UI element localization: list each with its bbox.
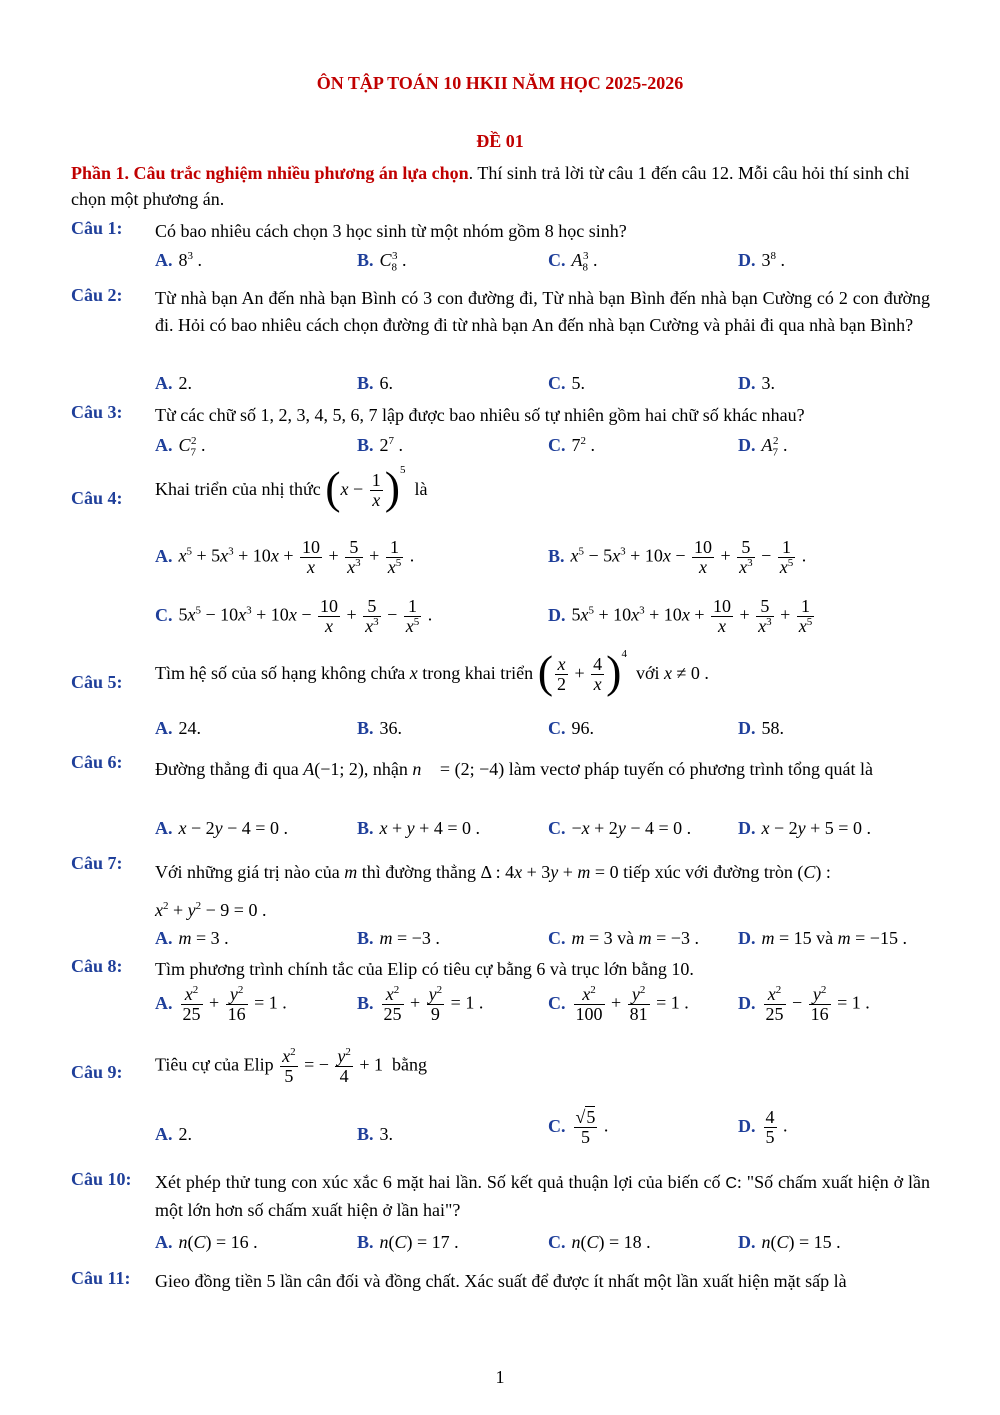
q1-option-c[interactable]: C. $A_8^3$ . bbox=[548, 250, 598, 274]
question-2-label: Câu 2: bbox=[71, 285, 123, 305]
q5-option-b[interactable]: B. 36. bbox=[357, 718, 403, 738]
question-4-text: Khai triển của nhị thức (x − $\frac{1}{x}$ )$^5$ là bbox=[155, 461, 428, 513]
question-3-label: Câu 3: bbox=[71, 402, 123, 422]
q4-option-a[interactable]: A. $x^5 + 5x^3 + 10x$ + $\frac{10}{x}$ + $\frac{5}{x^3}$ + $\frac{1}{x^5}$ . bbox=[155, 537, 415, 577]
part-1-label: Phần 1. Câu trắc nghiệm nhiều phương án lựa chọn bbox=[71, 163, 469, 183]
q10-option-b[interactable]: B. n(C) = 17 . bbox=[357, 1232, 459, 1252]
q4-option-b[interactable]: B. $x^5 - 5x^3 + 10x$ − $\frac{10}{x}$ + $\frac{5}{x^3}$ − $\frac{1}{x^5}$ . bbox=[548, 537, 807, 577]
q7-option-c[interactable]: C. m = 3 và m = −3 . bbox=[548, 928, 699, 948]
question-11-label: Câu 11: bbox=[71, 1268, 131, 1288]
q5-option-a[interactable]: A. 24. bbox=[155, 718, 201, 738]
question-7-label: Câu 7: bbox=[71, 853, 123, 873]
question-2-text: Từ nhà bạn An đến nhà bạn Bình có 3 con đường đi, Từ nhà bạn Bình đến nhà bạn Cường có 2 con đường đi. Hỏi có bao nhiêu cách chọn đường đi từ nhà bạn An đến nhà bạn Cường và phải đi qua nhà bạn Bình? bbox=[155, 288, 930, 335]
q3-option-a[interactable]: A. $C_7^2$ . bbox=[155, 435, 206, 459]
q1-option-a[interactable]: A. $8^3$ . bbox=[155, 250, 202, 270]
question-6-text: Đường thẳng đi qua A(−1; 2), nhận n⃗ = (2; −4) làm vectơ pháp tuyến có phương trình tổng quát là bbox=[155, 759, 873, 779]
q4-option-c[interactable]: C. $5x^5 - 10x^3 + 10x$ − $\frac{10}{x}$ + $\frac{5}{x^3}$ − $\frac{1}{x^5}$ . bbox=[155, 596, 433, 636]
q6-option-c[interactable]: C. −x + 2y − 4 = 0 . bbox=[548, 818, 692, 838]
q2-option-a[interactable]: A. 2. bbox=[155, 373, 192, 393]
q9-option-b[interactable]: B. 3. bbox=[357, 1124, 394, 1144]
q9-option-c[interactable]: C. $\frac{√5}{5}$ . bbox=[548, 1107, 609, 1147]
document-title: ÔN TẬP TOÁN 10 HKII NĂM HỌC 2025-2026 bbox=[316, 73, 684, 93]
q2-option-c[interactable]: C. 5. bbox=[548, 373, 585, 393]
q10-option-d[interactable]: D. n(C) = 15 . bbox=[738, 1232, 841, 1252]
q1-option-d[interactable]: D. $3^8$ . bbox=[738, 250, 785, 270]
q7-option-a[interactable]: A. m = 3 . bbox=[155, 928, 229, 948]
q3-option-d[interactable]: D. $A_7^2$ . bbox=[738, 435, 788, 459]
q2-option-b[interactable]: B. 6. bbox=[357, 373, 394, 393]
page-number: 1 bbox=[495, 1367, 505, 1387]
q10-option-c[interactable]: C. n(C) = 18 . bbox=[548, 1232, 651, 1252]
q5-option-c[interactable]: C. 96. bbox=[548, 718, 594, 738]
question-4-label: Câu 4: bbox=[71, 488, 123, 508]
q8-option-c[interactable]: C. $\frac{x^2}{100}$ + $\frac{y^2}{81}$ = 1 . bbox=[548, 984, 689, 1024]
question-10-text: Xét phép thử tung con xúc xắc 6 mặt hai lần. Số kết quả thuận lợi của biến cố C: "Số chấm xuất hiện ở lần một lớn hơn số chấm xuất hiện ở lần hai"? bbox=[155, 1172, 931, 1220]
part-1-text: . Thí sinh trả lời từ câu 1 đến câu 12. Mỗi câu hỏi thí sinh chỉ chọn một phương án. bbox=[71, 163, 910, 209]
q4-option-d[interactable]: D. $5x^5 + 10x^3 + 10x$ + $\frac{10}{x}$ + $\frac{5}{x^3}$ + $\frac{1}{x^5}$ bbox=[548, 596, 813, 636]
question-11-text: Gieo đồng tiền 5 lần cân đối và đồng chất. Xác suất để được ít nhất một lần xuất hiện mặt sấp là bbox=[155, 1271, 847, 1291]
question-3-text: Từ các chữ số 1, 2, 3, 4, 5, 6, 7 lập được bao nhiêu số tự nhiên gồm hai chữ số khác nhau? bbox=[155, 405, 805, 425]
q6-option-a[interactable]: A. x − 2y − 4 = 0 . bbox=[155, 818, 288, 838]
exam-code: ĐỀ 01 bbox=[476, 131, 524, 151]
question-5-label: Câu 5: bbox=[71, 672, 123, 692]
q3-option-b[interactable]: B. $2^7$ . bbox=[357, 435, 404, 455]
question-1-text: Có bao nhiêu cách chọn 3 học sinh từ một nhóm gồm 8 học sinh? bbox=[155, 221, 627, 241]
q8-option-a[interactable]: A. $\frac{x^2}{25}$ + $\frac{y^2}{16}$ = 1 . bbox=[155, 984, 287, 1024]
question-7-text: Với những giá trị nào của m thì đường thẳng Δ : 4x + 3y + m = 0 tiếp xúc với đường tròn (C) : $x^2 + y^2 - 9 = 0$ . bbox=[155, 862, 831, 920]
q6-option-b[interactable]: B. x + y + 4 = 0 . bbox=[357, 818, 480, 838]
q8-option-b[interactable]: B. $\frac{x^2}{25}$ + $\frac{y^2}{9}$ = 1 . bbox=[357, 984, 484, 1024]
question-10-label: Câu 10: bbox=[71, 1169, 132, 1189]
q1-option-b[interactable]: B. $C_8^3$ . bbox=[357, 250, 407, 274]
q8-option-d[interactable]: D. $\frac{x^2}{25}$ − $\frac{y^2}{16}$ = 1 . bbox=[738, 984, 870, 1024]
q7-option-b[interactable]: B. m = −3 . bbox=[357, 928, 440, 948]
question-8-text: Tìm phương trình chính tắc của Elip có tiêu cự bằng 6 và trục lớn bằng 10. bbox=[155, 959, 694, 979]
q10-option-a[interactable]: A. n(C) = 16 . bbox=[155, 1232, 258, 1252]
q6-option-d[interactable]: D. x − 2y + 5 = 0 . bbox=[738, 818, 871, 838]
question-5-text: Tìm hệ số của số hạng không chứa x trong khai triển ( $\frac{x}{2}$ + $\frac{4}{x}$ )$^4$ với x ≠ 0 . bbox=[155, 645, 709, 697]
question-1-label: Câu 1: bbox=[71, 218, 123, 238]
question-9-text: Tiêu cự của Elip $\frac{x^2}{5}$ = − $\frac{y^2}{4}$ + 1 bằng bbox=[155, 1046, 428, 1086]
part-1-instruction bbox=[71, 160, 931, 212]
q7-option-d[interactable]: D. m = 15 và m = −15 . bbox=[738, 928, 907, 948]
q3-option-c[interactable]: C. $7^2$ . bbox=[548, 435, 595, 455]
question-9-label: Câu 9: bbox=[71, 1062, 123, 1082]
question-6-label: Câu 6: bbox=[71, 752, 123, 772]
q5-option-d[interactable]: D. 58. bbox=[738, 718, 784, 738]
q9-option-d[interactable]: D. $\frac{4}{5}$ . bbox=[738, 1107, 788, 1147]
q9-option-a[interactable]: A. 2. bbox=[155, 1124, 192, 1144]
q2-option-d[interactable]: D. 3. bbox=[738, 373, 775, 393]
question-8-label: Câu 8: bbox=[71, 956, 123, 976]
